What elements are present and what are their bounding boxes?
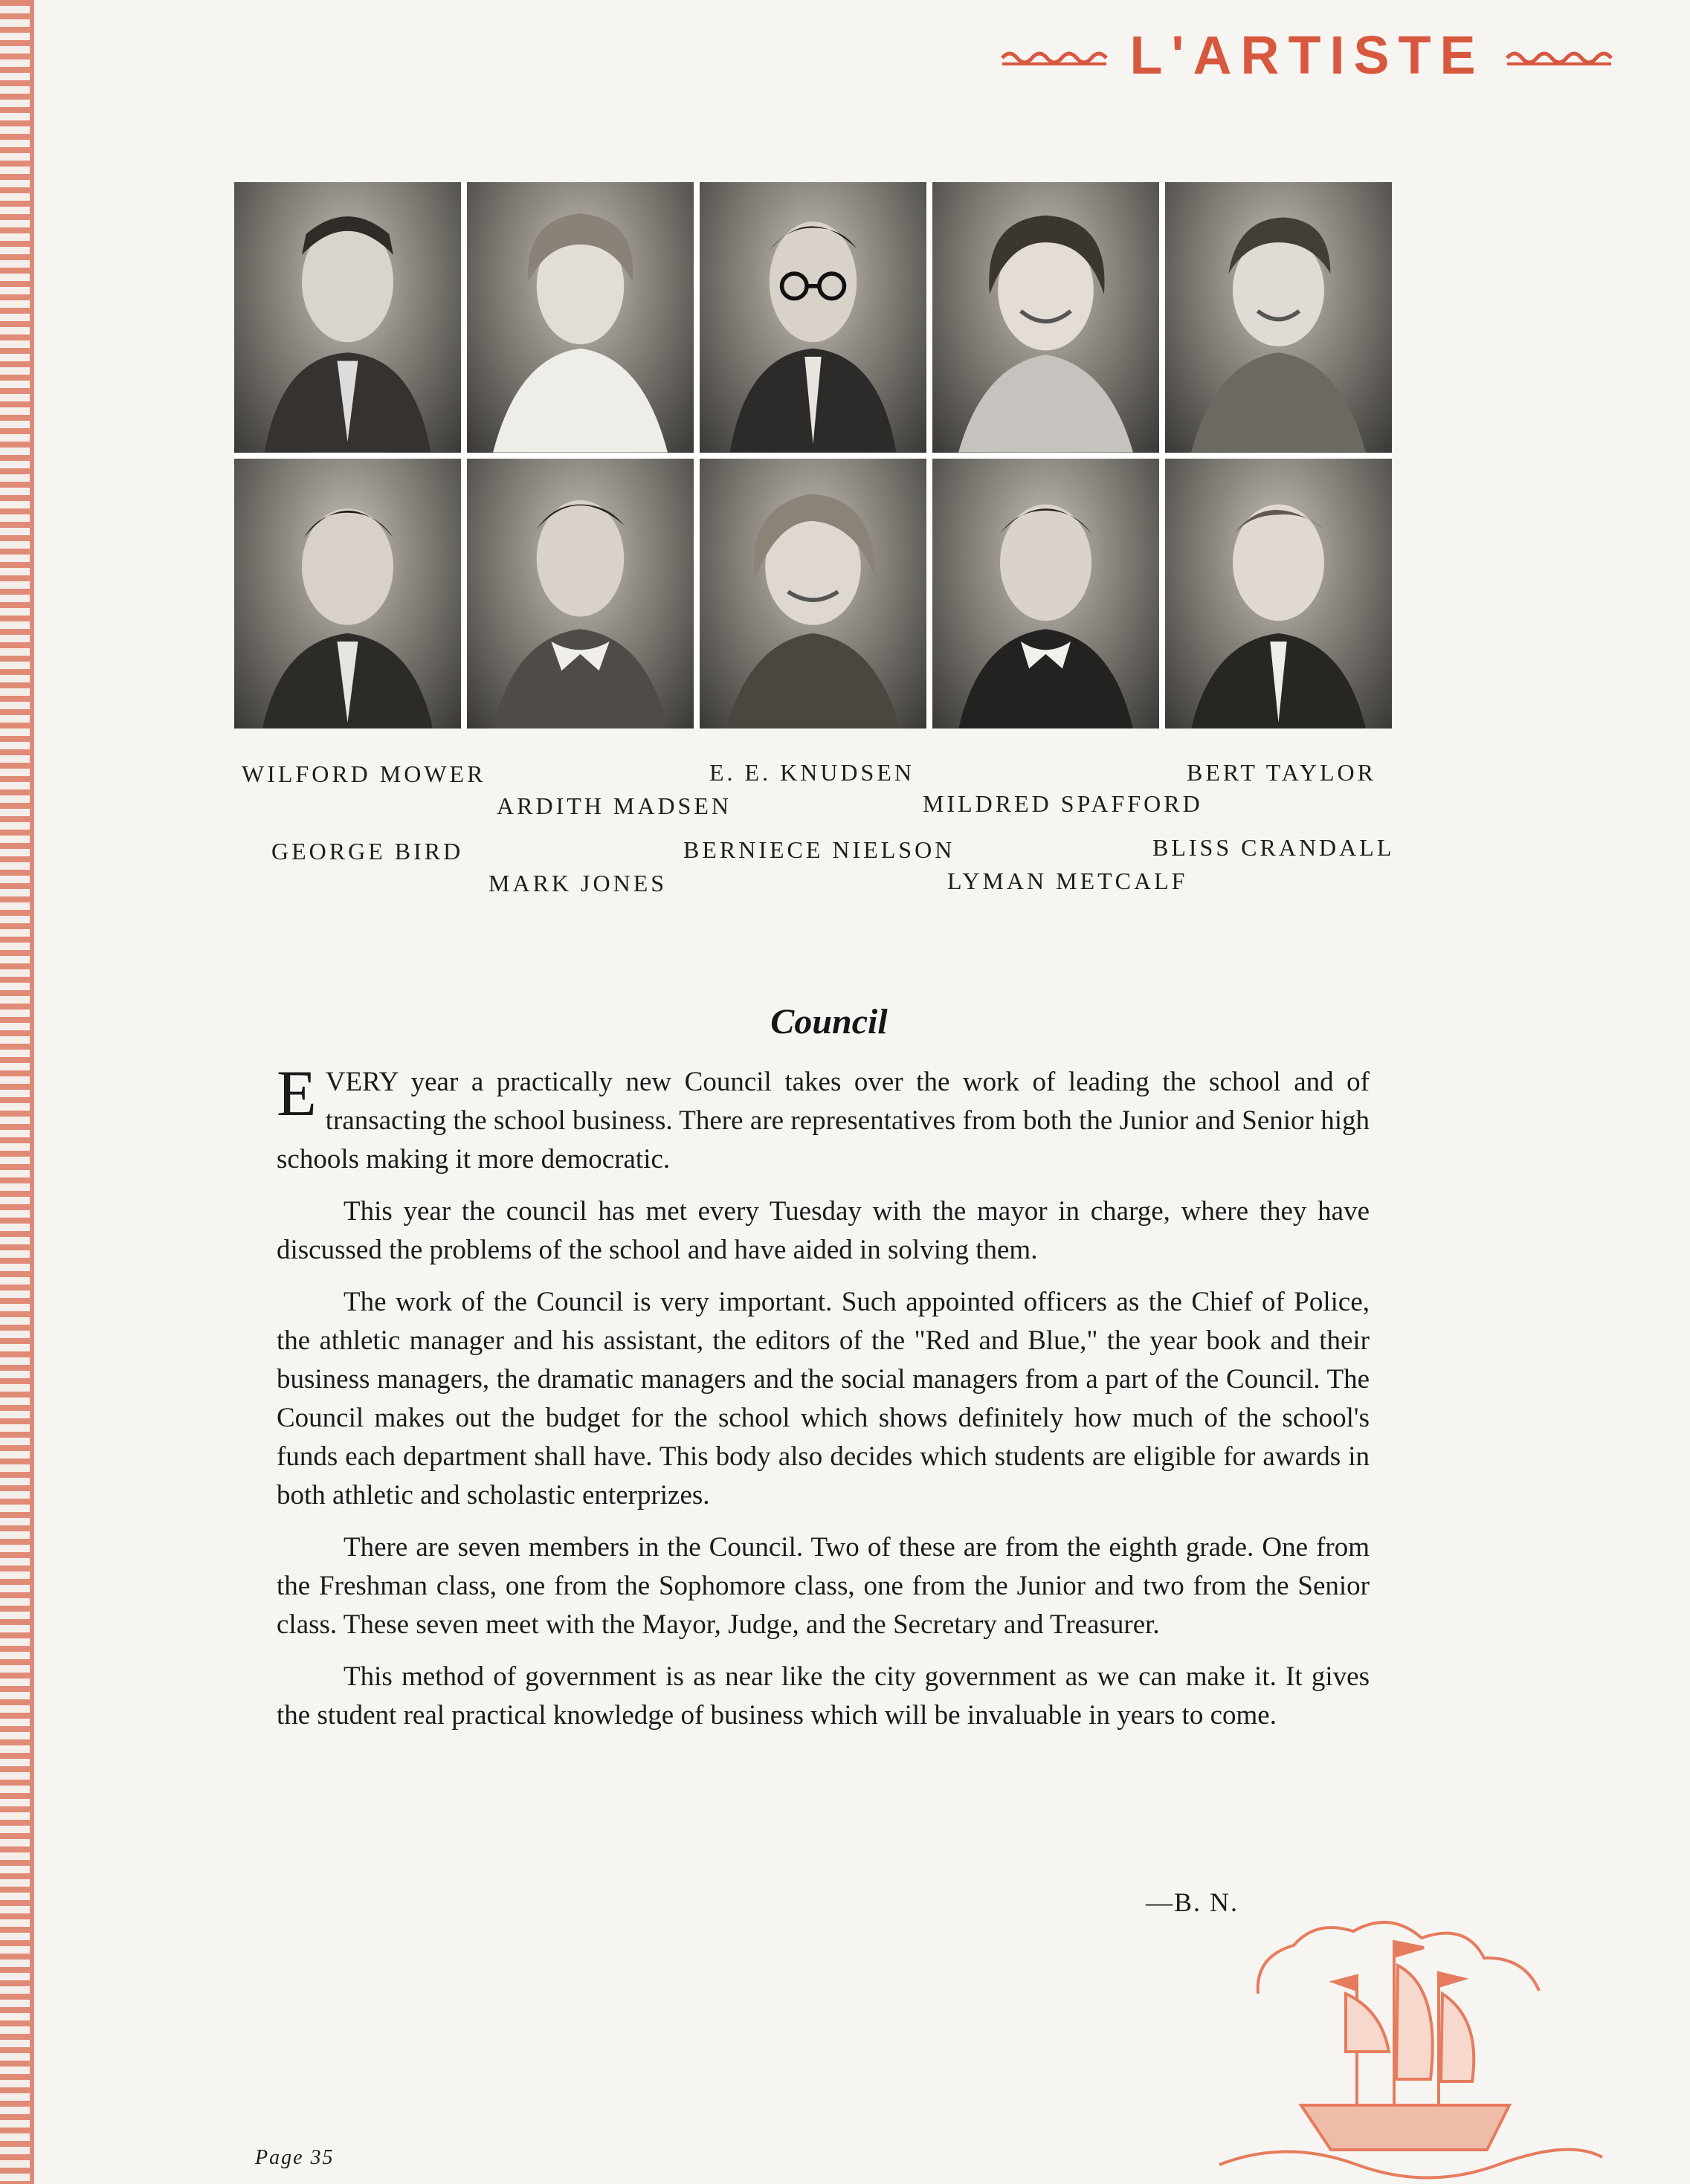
- member-name-e-e-knudsen: E. E. KNUDSEN: [709, 759, 915, 786]
- member-name-bert-taylor: BERT TAYLOR: [1187, 759, 1376, 786]
- paragraph-text: VERY year a practically new Council takes over the work of leading the school and of transacting the school business. There are representatives from both the Junior and Senior high schools making it more democratic.: [277, 1067, 1370, 1175]
- article-paragraph-5: This method of government is as near like the city government as we can make it. It gives the student real practical knowledge of business which will be invaluable in years to come.: [277, 1661, 1370, 1731]
- portrait-photo: [1165, 459, 1392, 729]
- right-wave-ornament: [1506, 43, 1613, 68]
- article-paragraph-1: [277, 1058, 1370, 1179]
- portrait-photo: [932, 182, 1159, 453]
- portrait-photo: [234, 459, 461, 729]
- article-paragraph-2: This year the council has met every Tuesday with the mayor in charge, where they have discussed the problems of the school and have aided in solving them.: [277, 1196, 1370, 1265]
- portrait-photo: [234, 182, 461, 453]
- member-name-mark-jones: MARK JONES: [488, 870, 668, 896]
- portrait-photo: [467, 459, 694, 729]
- portrait-photo: [932, 459, 1159, 729]
- member-name-lyman-metcalf: LYMAN METCALF: [947, 868, 1188, 894]
- article-paragraph-4: There are seven members in the Council. Two of these are from the eighth grade. One from the Freshman class, one from the Sophomore class, one from the Junior and two from the Senior class. These seven meet with the Mayor, Judge, and the Secretary and Treasurer.: [277, 1532, 1370, 1640]
- council-article: [277, 1058, 1370, 1748]
- article-paragraph-3: The work of the Council is very important. Such appointed officers as the Chief of Police, the athletic manager and his assistant, the editors of the "Red and Blue," the year book and their business managers, the dramatic managers and the social managers from a part of the Council. The Council makes out the budget for the school which shows definitely how much of the school's funds each department shall have. This body also decides which students are eligible for awards in both athletic and scholastic enterprizes.: [277, 1287, 1370, 1511]
- portrait-photo: [467, 182, 694, 453]
- member-name-mildred-spafford: MILDRED SPAFFORD: [923, 790, 1203, 817]
- portrait-photo: [700, 182, 926, 453]
- drop-cap-letter: E: [277, 1058, 317, 1130]
- section-title-council: Council: [770, 1002, 888, 1042]
- member-name-wilford-mower: WILFORD MOWER: [242, 760, 486, 787]
- council-photo-grid: [234, 182, 1392, 728]
- decorative-left-border: [0, 0, 34, 2184]
- left-wave-ornament: [1001, 43, 1109, 68]
- portrait-photo: [700, 459, 926, 729]
- yearbook-title: L'ARTISTE: [1129, 26, 1485, 85]
- portrait-photo: [1165, 182, 1392, 453]
- member-name-george-bird: GEORGE BIRD: [271, 838, 464, 865]
- page-header: [987, 26, 1627, 85]
- member-name-bliss-crandall: BLISS CRANDALL: [1152, 834, 1395, 861]
- sailing-ship-illustration: [1204, 1904, 1610, 2184]
- member-name-ardith-madsen: ARDITH MADSEN: [497, 792, 732, 819]
- page-number: Page 35: [255, 2146, 335, 2169]
- member-name-berniece-nielson: BERNIECE NIELSON: [683, 836, 955, 863]
- article-signature: —B. N.: [1146, 1887, 1239, 1917]
